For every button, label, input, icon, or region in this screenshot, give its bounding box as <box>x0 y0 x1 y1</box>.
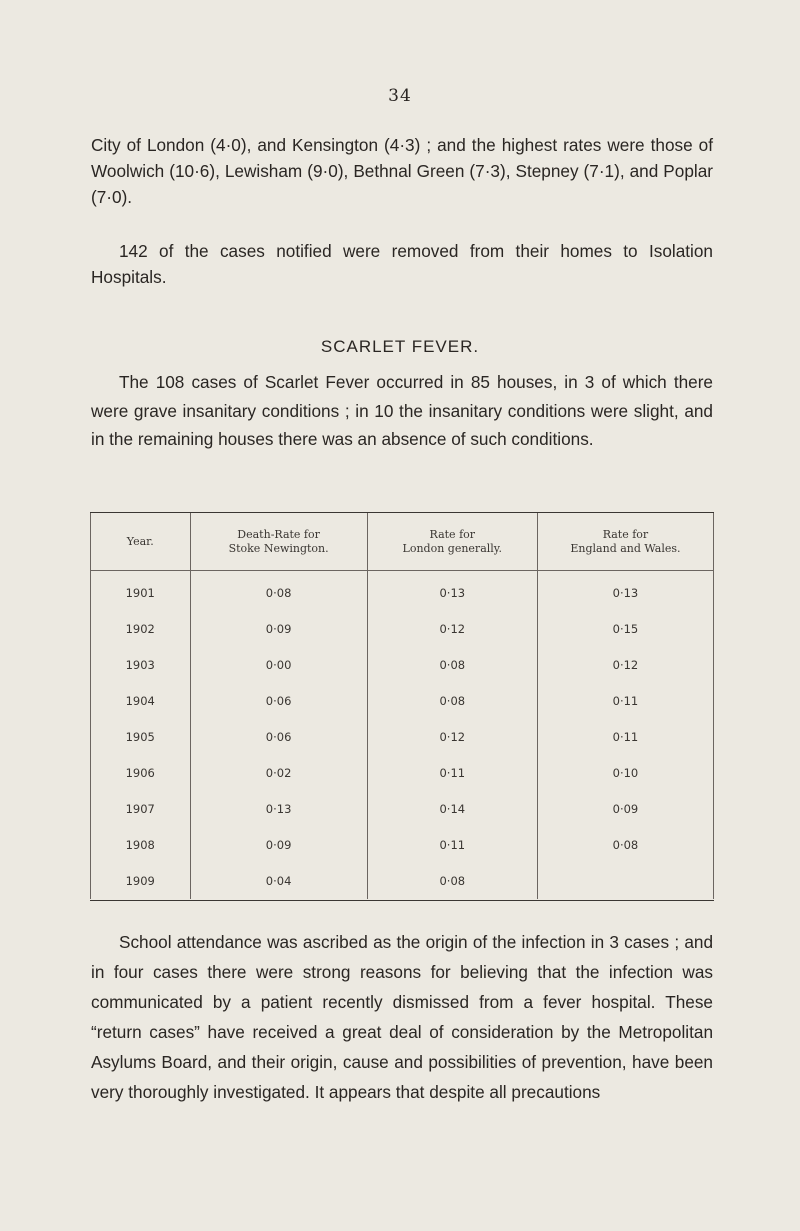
cell-stoke: 0·09 <box>190 611 367 647</box>
table-row <box>91 611 714 647</box>
cell-london: 0·11 <box>367 755 537 791</box>
cell-england: 0·11 <box>537 719 713 755</box>
cell-london: 0·14 <box>367 791 537 827</box>
death-rate-table <box>90 512 714 901</box>
header-london-line2: London generally. <box>402 541 503 555</box>
page-number: 34 <box>388 86 412 106</box>
cell-england: 0·08 <box>537 827 713 863</box>
cell-stoke: 0·00 <box>190 647 367 683</box>
table-row <box>91 719 714 755</box>
header-england-wales <box>537 513 713 571</box>
header-year-label: Year. <box>126 534 154 548</box>
cell-stoke: 0·06 <box>190 683 367 719</box>
cell-england: 0·15 <box>537 611 713 647</box>
paragraph-school-attendance: School attendance was ascribed as the origin of the infection in 3 cases ; and in four cases there were strong reasons for believing that the infection was communicated by a patient recently dismissed from a fever hospital. These “return cases” have received a great deal of consideration by the Metropolitan Asylums Board, and their origin, cause and possibilities of prevention, have been very thoroughly investigated. It appears that despite all precautions <box>91 932 713 1102</box>
table-row <box>91 755 714 791</box>
cell-year: 1907 <box>91 791 191 827</box>
header-stoke-line2: Stoke Newington. <box>228 541 329 555</box>
cell-stoke: 0·06 <box>190 719 367 755</box>
table-row <box>91 683 714 719</box>
header-england-line2: England and Wales. <box>570 541 681 555</box>
cell-england: 0·13 <box>537 571 713 612</box>
table-row <box>91 571 714 612</box>
header-london-line1: Rate for <box>429 527 476 541</box>
cell-london: 0·12 <box>367 719 537 755</box>
cell-year: 1904 <box>91 683 191 719</box>
table-header-row <box>91 513 714 571</box>
cell-england: 0·09 <box>537 791 713 827</box>
table-row <box>91 791 714 827</box>
section-heading: SCARLET FEVER. <box>320 337 480 356</box>
table-row <box>91 647 714 683</box>
cell-stoke: 0·02 <box>190 755 367 791</box>
header-stoke-newington <box>190 513 367 571</box>
cell-london: 0·08 <box>367 863 537 899</box>
cell-london: 0·08 <box>367 647 537 683</box>
cell-year: 1903 <box>91 647 191 683</box>
cell-year: 1905 <box>91 719 191 755</box>
paragraph-rates-continued: City of London (4·0), and Kensington (4·3) ; and the highest rates were those of Woolwich (10·6), Lewisham (9·0), Bethnal Green (7·3), Stepney (7·1), and Poplar (7·0). <box>91 135 713 207</box>
cell-year: 1908 <box>91 827 191 863</box>
cell-stoke: 0·04 <box>190 863 367 899</box>
paragraph-scarlet-fever-cases: The 108 cases of Scarlet Fever occurred in 85 houses, in 3 of which there were grave insanitary conditions ; in 10 the insanitary conditions were slight, and in the remaining houses there was an absence of such conditions. <box>91 372 713 449</box>
header-year <box>91 513 191 571</box>
cell-year: 1906 <box>91 755 191 791</box>
cell-england: 0·10 <box>537 755 713 791</box>
cell-year: 1901 <box>91 571 191 612</box>
cell-london: 0·12 <box>367 611 537 647</box>
table-row <box>91 827 714 863</box>
table-row <box>91 863 714 899</box>
cell-stoke: 0·09 <box>190 827 367 863</box>
cell-stoke: 0·08 <box>190 571 367 612</box>
cell-year: 1902 <box>91 611 191 647</box>
cell-england <box>537 863 713 899</box>
paragraph-isolation-hospitals: 142 of the cases notified were removed from their homes to Isolation Hospitals. <box>91 241 713 287</box>
cell-london: 0·13 <box>367 571 537 612</box>
header-england-line1: Rate for <box>602 527 649 541</box>
cell-england: 0·11 <box>537 683 713 719</box>
cell-england: 0·12 <box>537 647 713 683</box>
cell-stoke: 0·13 <box>190 791 367 827</box>
cell-year: 1909 <box>91 863 191 899</box>
cell-london: 0·08 <box>367 683 537 719</box>
cell-london: 0·11 <box>367 827 537 863</box>
header-stoke-line1: Death-Rate for <box>237 527 320 541</box>
header-london <box>367 513 537 571</box>
